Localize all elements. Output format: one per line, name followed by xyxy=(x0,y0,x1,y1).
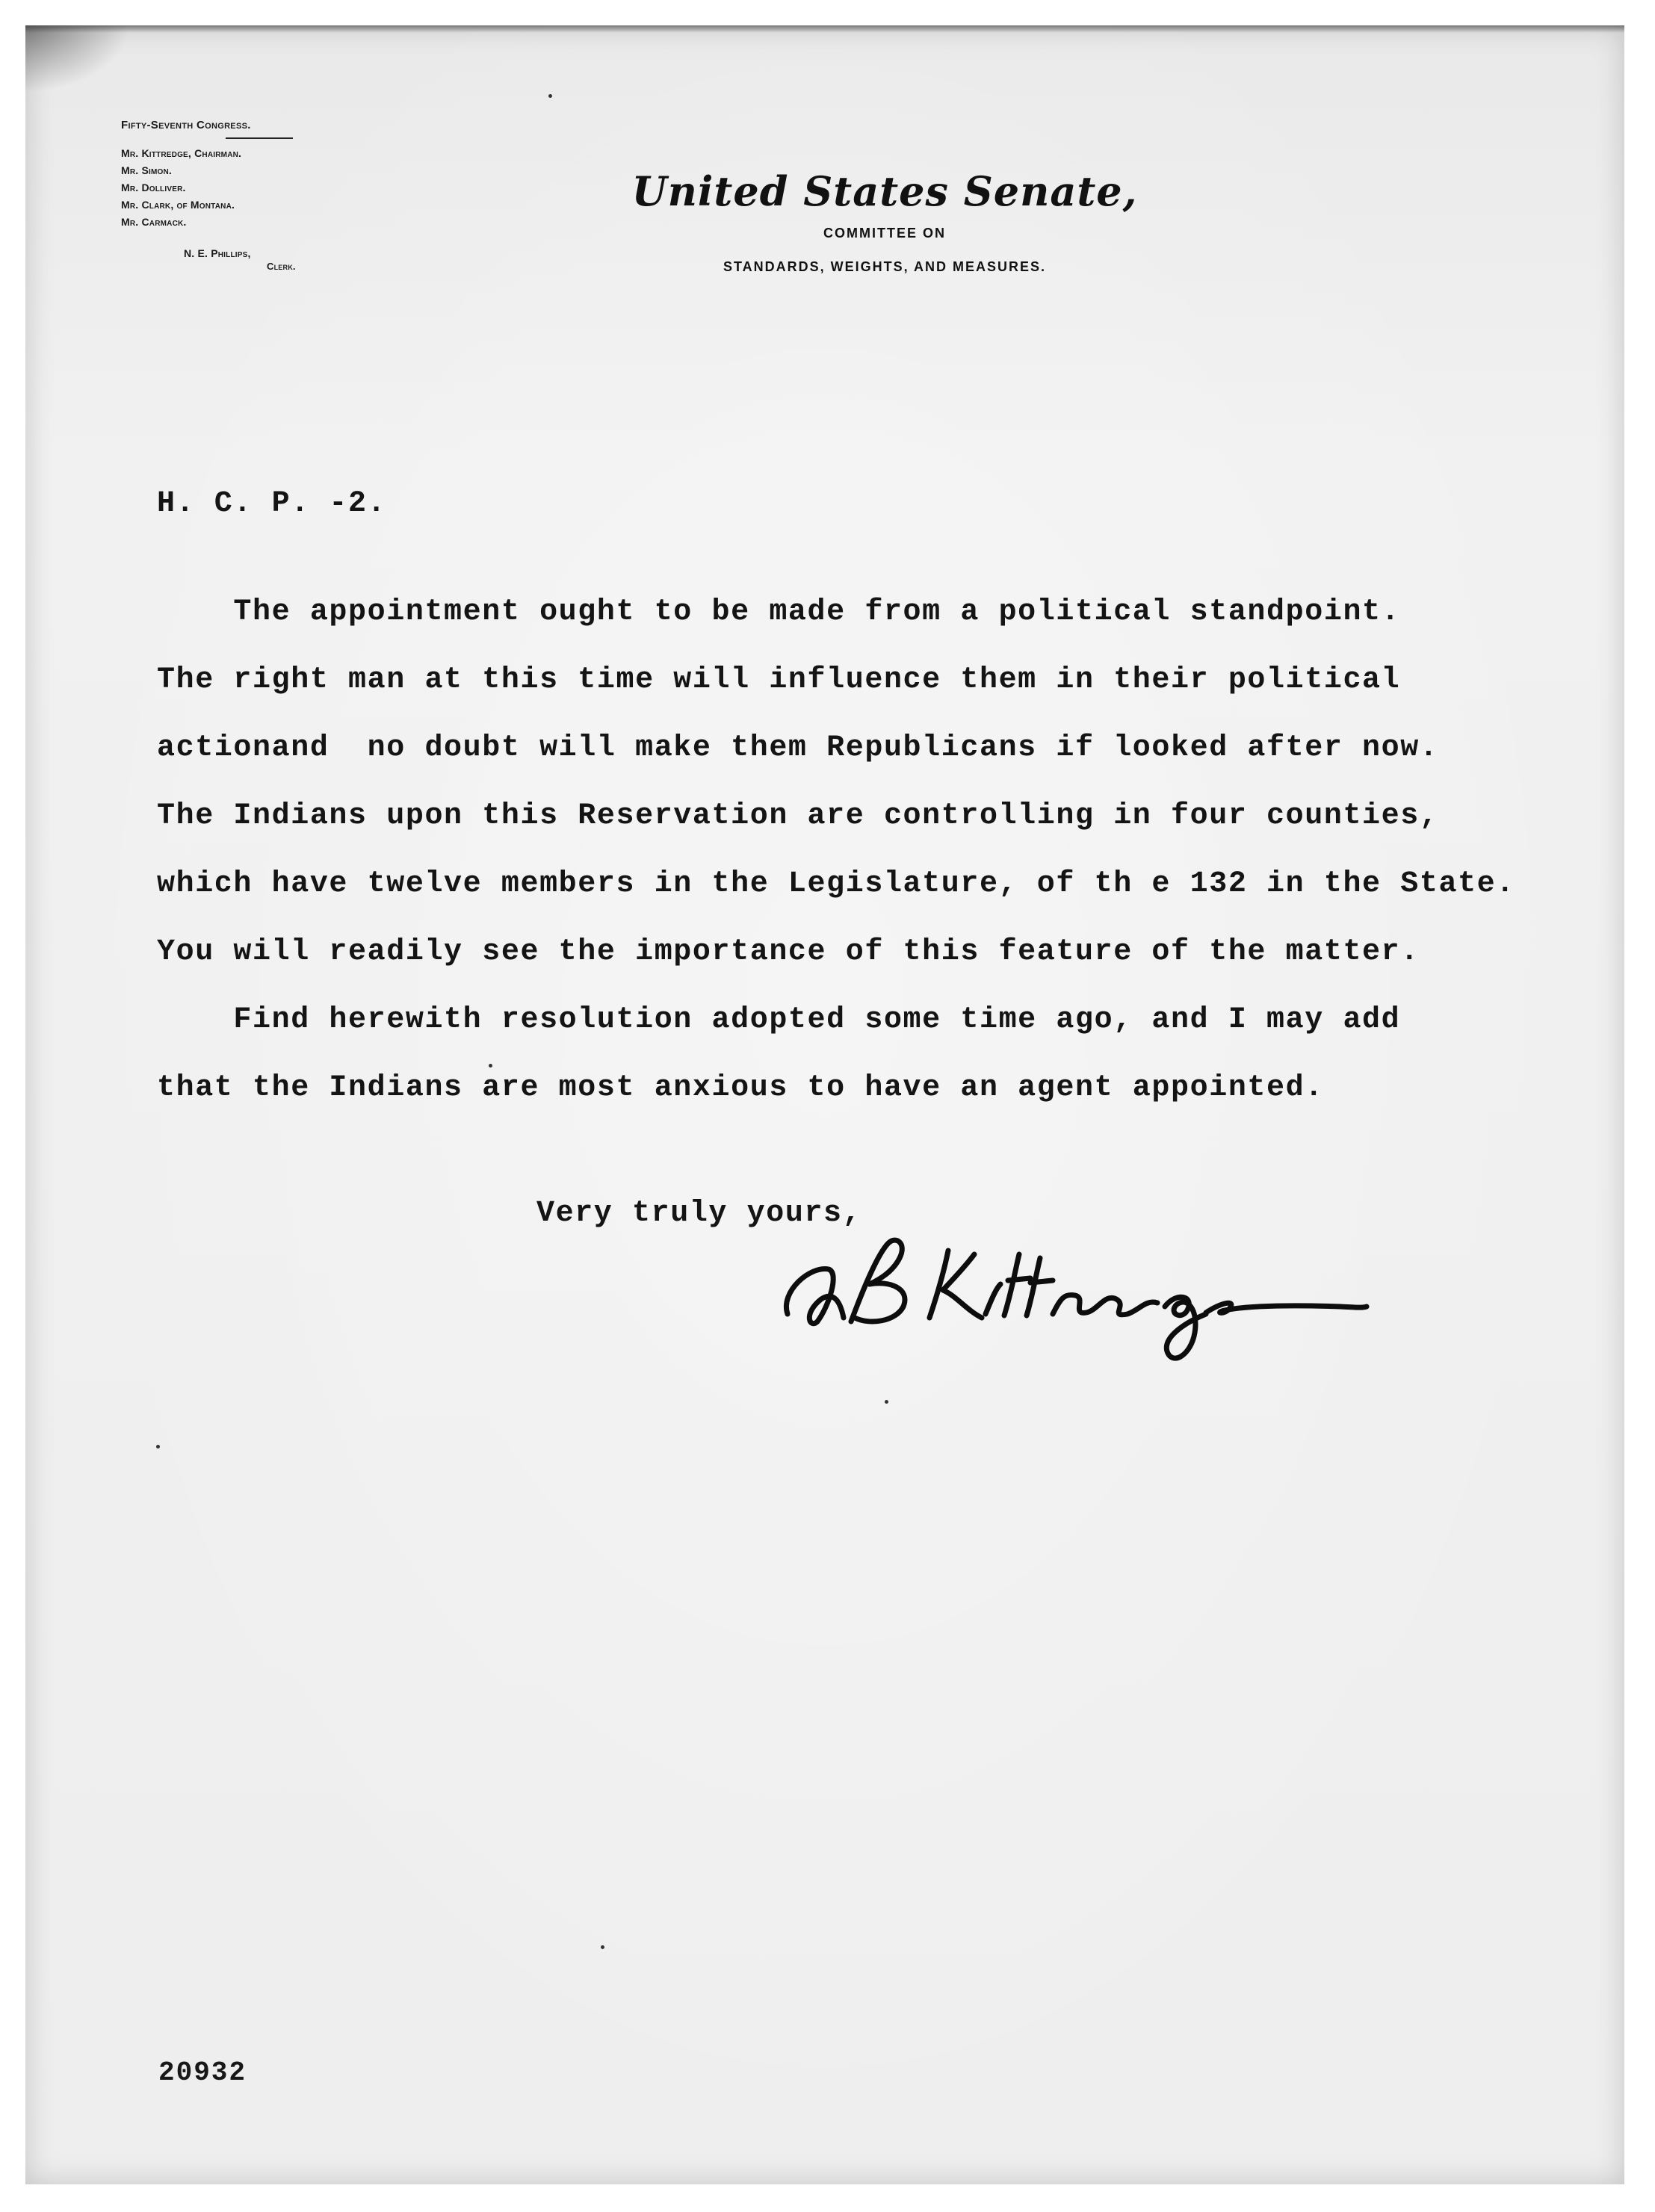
body-line: The appointment ought to be made from a political standpoint. xyxy=(157,595,1401,629)
signature-stroke xyxy=(786,1269,844,1324)
signature-stroke xyxy=(1206,1303,1367,1313)
paper-speck xyxy=(601,1945,604,1949)
congress-divider xyxy=(226,137,293,139)
signature-stroke xyxy=(851,1240,905,1322)
signature-stroke xyxy=(929,1251,982,1318)
paper-speck xyxy=(548,94,552,98)
paper-speck xyxy=(489,1064,492,1068)
body-line: Find herewith resolution adopted some time ago, and I may add xyxy=(157,1003,1401,1037)
body-line: actionand no doubt will make them Republicans if looked after now. xyxy=(157,731,1439,765)
member-item: Mr. Simon. xyxy=(121,164,172,176)
signature xyxy=(758,1224,1393,1374)
letter-body xyxy=(157,578,1621,1122)
body-line: You will readily see the importance of this feature of the matter. xyxy=(157,935,1420,969)
clerk-title: Clerk. xyxy=(267,261,296,272)
body-line: The right man at this time will influence them in their political xyxy=(157,663,1401,697)
page-edge-shadow xyxy=(25,25,1624,33)
closing-line: Very truly yours, xyxy=(536,1197,862,1230)
letter-page xyxy=(25,25,1624,2184)
paper-speck xyxy=(885,1400,888,1404)
committee-name: STANDARDS, WEIGHTS, AND MEASURES. xyxy=(723,259,1046,274)
senate-title: United States Senate, xyxy=(631,167,1138,215)
body-line: that the Indians are most anxious to have an agent appointed. xyxy=(157,1071,1324,1105)
letterhead-title-block xyxy=(563,167,1206,275)
signature-stroke xyxy=(1165,1297,1206,1358)
archive-number: 20932 xyxy=(158,2057,247,2088)
reference-line: H. C. P. -2. xyxy=(157,487,387,521)
member-item: Mr. Kittredge, Chairman. xyxy=(121,147,242,159)
member-item: Mr. Dolliver. xyxy=(121,182,186,193)
paper-speck xyxy=(156,1445,160,1449)
member-item: Mr. Carmack. xyxy=(121,216,187,228)
body-line: The Indians upon this Reservation are controlling in four counties, xyxy=(157,799,1439,833)
congress-label: Fifty-Seventh Congress. xyxy=(121,119,251,131)
member-item: Mr. Clark, of Montana. xyxy=(121,199,235,211)
clerk-name: N. E. Phillips, xyxy=(184,247,251,259)
committee-roster xyxy=(121,119,375,272)
page-corner-shadow xyxy=(25,25,130,93)
body-line: which have twelve members in the Legislature, of th e 132 in the State. xyxy=(157,867,1515,901)
committee-on-label: COMMITTEE ON xyxy=(823,226,946,241)
member-list xyxy=(121,145,375,231)
signature-stroke xyxy=(986,1254,1157,1316)
